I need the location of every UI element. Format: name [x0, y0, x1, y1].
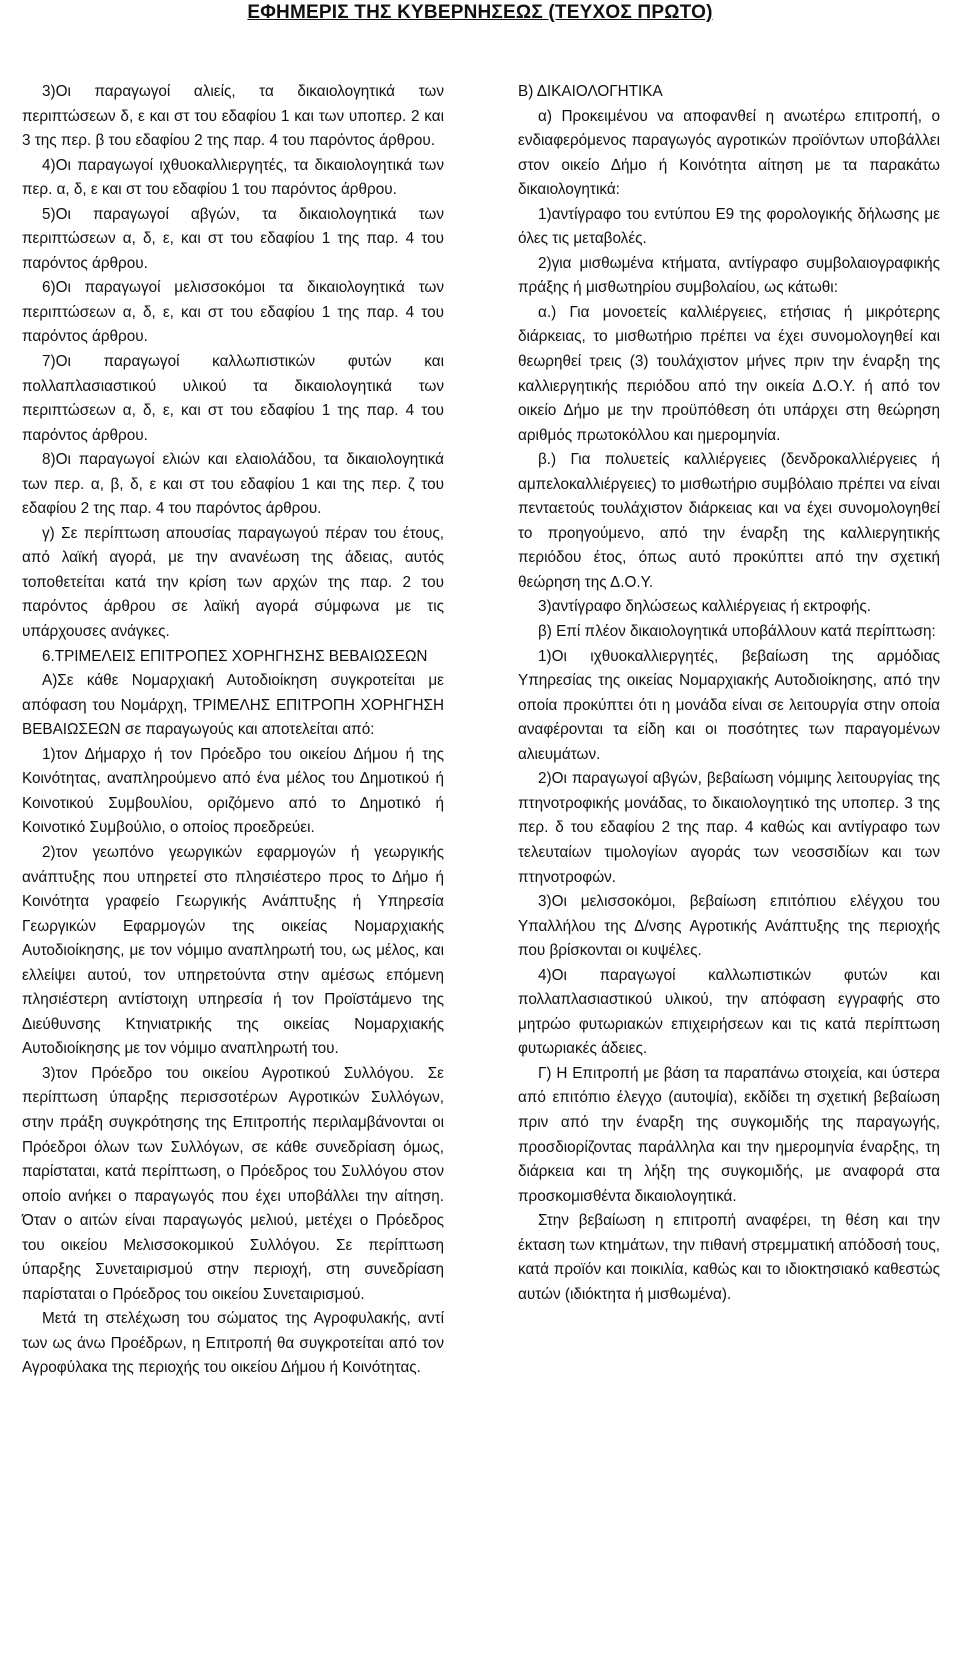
paragraph: 6)Οι παραγωγοί μελισσοκόμοι τα δικαιολογητικά των περιπτώσεων α, δ, ε, και στ του εδαφίου 1 της παρ. 4 του παρόντος άρθρου. [22, 279, 444, 346]
paragraph: 3)Οι παραγωγοί αλιείς, τα δικαιολογητικά των περιπτώσεων δ, ε και στ του εδαφίου 1 και των υποπερ. 2 και 3 της περ. β του εδαφίου 2 της παρ. 4 του παρόντος άρθρου. [22, 83, 444, 150]
left-column [22, 80, 444, 1381]
right-column [518, 80, 940, 1307]
paragraph: 3)αντίγραφο δηλώσεως καλλιέργειας ή εκτροφής. [538, 598, 871, 616]
paragraph: α.) Για μονοετείς καλλιέργειες, ετήσιας ή μικρότερης διάρκειας, το μισθωτήριο πρέπει να έχει συνομολογηθεί και θεωρηθεί τρεις (3) τουλάχιστον μήνες πριν την έναρξη της καλλιεργητικής περιόδου από την οικεία Δ.Ο.Υ. ή από τον οικείο Δήμο με την προϋπόθεση ότι υπάρχει στη θεώρηση αριθμός πρωτοκόλλου και ημερομηνία. [518, 303, 940, 444]
paragraph: 2)για μισθωμένα κτήματα, αντίγραφο συμβολαιογραφικής πράξης ή μισθωτηρίου συμβολαίου, ως κάτωθι: [518, 254, 940, 297]
paragraph: γ) Σε περίπτωση απουσίας παραγωγού πέραν του έτους, από λαϊκή αγορά, με την ανανέωση της άδειας, αυτός τοποθετείται κατά την κρίση των αρχών της παρ. 2 του παρόντος άρθρου σε λαϊκή αγορά σύμφωνα με τις υπάρχουσες ανάγκες. [22, 524, 444, 641]
paragraph: 3)Οι μελισσοκόμοι, βεβαίωση επιτόπιου ελέγχου του Υπαλλήλου της Δ/νσης Αγροτικής Ανάπτυξης της περιοχής που βρίσκονται οι κυψέλες. [518, 893, 940, 960]
paragraph: Α)Σε κάθε Νομαρχιακή Αυτοδιοίκηση συγκροτείται με απόφαση του Νομάρχη, ΤΡΙΜΕΛΗΣ ΕΠΙΤΡΟΠΗ ΧΟΡΗΓΗΣΗ ΒΕΒΑΙΩΣΕΩΝ σε παραγωγούς και αποτελείται από: [22, 672, 444, 739]
paragraph: 3)τον Πρόεδρο του οικείου Αγροτικού Συλλόγου. Σε περίπτωση ύπαρξης περισσοτέρων Αγροτικών Συλλόγων, στην πράξη συγκρότησης της Επιτροπής περιλαμβάνονται οι Πρόεδροι όλων των Συλλόγων, σε κάθε συνεδρίαση όμως, παρίσταται, κατά περίπτωση, ο Πρόεδρος του Συλλόγου στον οποίο ανήκει ο παραγωγός που έχει υποβάλλει την αίτηση. Όταν ο αιτών είναι παραγωγός μελιού, μετέχει ο Πρόεδρος του οικείου Μελισσοκομικού Συλλόγου. Σε περίπτωση ύπαρξης Συνεταιρισμού στην περιοχή, στη συνεδρίαση παρίσταται ο Πρόεδρος του οικείου Συνεταιρισμού. [22, 1064, 444, 1303]
paragraph: 2)Οι παραγωγοί αβγών, βεβαίωση νόμιμης λειτουργίας της πτηνοτροφικής μονάδας, το δικαιολογητικό της υποπερ. 3 της περ. δ του εδαφίου 2 της παρ. 4 καθώς και αντίγραφο των τελευταίων τιμολογίων αγοράς των νεοσσιδίων και των πτηνοτροφών. [518, 770, 940, 886]
page-title: ΕΦΗΜΕΡΙΣ ΤΗΣ ΚΥΒΕΡΝΗΣΕΩΣ (ΤΕΥΧΟΣ ΠΡΩΤΟ) [247, 2, 713, 23]
paragraph: 4)Οι παραγωγοί καλλωπιστικών φυτών και πολλαπλασιαστικού υλικού, την απόφαση εγγραφής στο μητρώο φυτωριακών επιχειρήσεων και τις κατά περίπτωση φυτωριακές άδειες. [518, 966, 940, 1058]
paragraph: 1)αντίγραφο του εντύπου Ε9 της φορολογικής δήλωσης με όλες τις μεταβολές. [518, 205, 940, 248]
paragraph: 4)Οι παραγωγοί ιχθυοκαλλιεργητές, τα δικαιολογητικά των περ. α, δ, ε και στ του εδαφίου 1 του παρόντος άρθρου. [22, 156, 444, 199]
section-heading: Β) ΔΙΚΑΙΟΛΟΓΗΤΙΚΑ [518, 83, 663, 100]
paragraph: 8)Οι παραγωγοί ελιών και ελαιολάδου, τα δικαιολογητικά των περ. α, β, δ, ε και στ του εδαφίου 1 και της περ. ζ του εδαφίου 2 της παρ. 4 του παρόντος άρθρου. [22, 451, 444, 518]
section-heading: 6.ΤΡΙΜΕΛΕΙΣ ΕΠΙΤΡΟΠΕΣ ΧΟΡΗΓΗΣΗΣ ΒΕΒΑΙΩΣΕΩΝ [42, 647, 428, 665]
paragraph: 7)Οι παραγωγοί καλλωπιστικών φυτών και πολλαπλασιαστικού υλικού τα δικαιολογητικά των περιπτώσεων α, δ, ε, και στ του εδαφίου 1 της παρ. 4 του παρόντος άρθρου. [22, 353, 444, 444]
paragraph: 1)τον Δήμαρχο ή τον Πρόεδρο του οικείου Δήμου ή της Κοινότητας, αναπληρούμενο από ένα μέλος του Δημοτικού ή Κοινοτικού Συμβουλίου, οριζόμενο από το Δημοτικό ή Κοινοτικό Συμβούλιο, ο οποίος προεδρεύει. [22, 745, 444, 837]
paragraph: Γ) Η Επιτροπή με βάση τα παραπάνω στοιχεία, και ύστερα από επιτόπιο έλεγχο (αυτοψία), εκδίδει τη σχετική βεβαίωση πριν από την έναρξη της συγκομιδής της παραγωγής, προσδιορίζοντας παράλληλα και την ημερομηνία έναρξης, τη διάρκεια και τη λήξη της συγκομιδής, με αναφορά στα προσκομισθέντα δικαιολογητικά. [518, 1064, 940, 1205]
paragraph: 5)Οι παραγωγοί αβγών, τα δικαιολογητικά των περιπτώσεων α, δ, ε, και στ του εδαφίου 1 της παρ. 4 του παρόντος άρθρου. [22, 205, 444, 272]
paragraph: 1)Οι ιχθυοκαλλιεργητές, βεβαίωση της αρμόδιας Υπηρεσίας της οικείας Νομαρχιακής Αυτοδιοίκησης, από την οποία προκύπτει ότι η μονάδα είναι σε λειτουργία στην οποία αναφέρονται τα είδη και οι ποσότητες των παραγομένων αλιευμάτων. [518, 647, 940, 763]
paragraph: α) Προκειμένου να αποφανθεί η ανωτέρω επιτροπή, ο ενδιαφερόμενος παραγωγός αγροτικών προϊόντων υποβάλλει στον οικείο Δήμο ή Κοινότητα αίτηση με τα παρακάτω δικαιολογητικά: [518, 107, 940, 199]
paragraph: Στην βεβαίωση η επιτροπή αναφέρει, τη θέση και την έκταση των κτημάτων, την πιθανή στρεμματική απόδοσή τους, κατά προϊόν και ποικιλία, καθώς και το ιδιοκτησιακό καθεστώς αυτών (ιδιόκτητα ή μισθωμένα). [518, 1212, 940, 1303]
paragraph: β) Επί πλέον δικαιολογητικά υποβάλλουν κατά περίπτωση: [538, 623, 936, 641]
paragraph: 2)τον γεωπόνο γεωργικών εφαρμογών ή γεωργικής ανάπτυξης που υπηρετεί στο πλησιέστερο προς το Δήμο ή Κοινότητα γραφείο Γεωργικής Ανάπτυξης ή Υπηρεσία Γεωργικών Εφαρμογών της οικείας Νομαρχιακής Αυτοδιοίκησης, με τον νόμιμο αναπληρωτή του, ως μέλος, και ελλείψει αυτού, τον υπηρετούντα στην αμέσως επόμενη πλησιέστερη αντίστοιχη υπηρεσία ή τον Προϊστάμενο της Διεύθυνσης Κτηνιατρικής της οικείας Νομαρχιακής Αυτοδιοίκησης με τον νόμιμο αναπληρωτή του. [22, 843, 444, 1058]
paragraph: β.) Για πολυετείς καλλιέργειες (δενδροκαλλιέργειες ή αμπελοκαλλιέργειες) το μισθωτήριο συμβόλαιο πρέπει να είναι πενταετούς τουλάχιστον διάρκειας και να έχει συνομολογηθεί το προηγούμενο, από την έναρξη της καλλιεργητικής περιόδου έτος, όπως αυτό προκύπτει από την σχετική θεώρηση της Δ.Ο.Υ. [518, 451, 940, 591]
paragraph: Μετά τη στελέχωση του σώματος της Αγροφυλακής, αντί των ως άνω Προέδρων, η Επιτροπή θα συγκροτείται από τον Αγροφύλακα της περιοχής του οικείου Δήμου ή Κοινότητας. [22, 1310, 444, 1377]
